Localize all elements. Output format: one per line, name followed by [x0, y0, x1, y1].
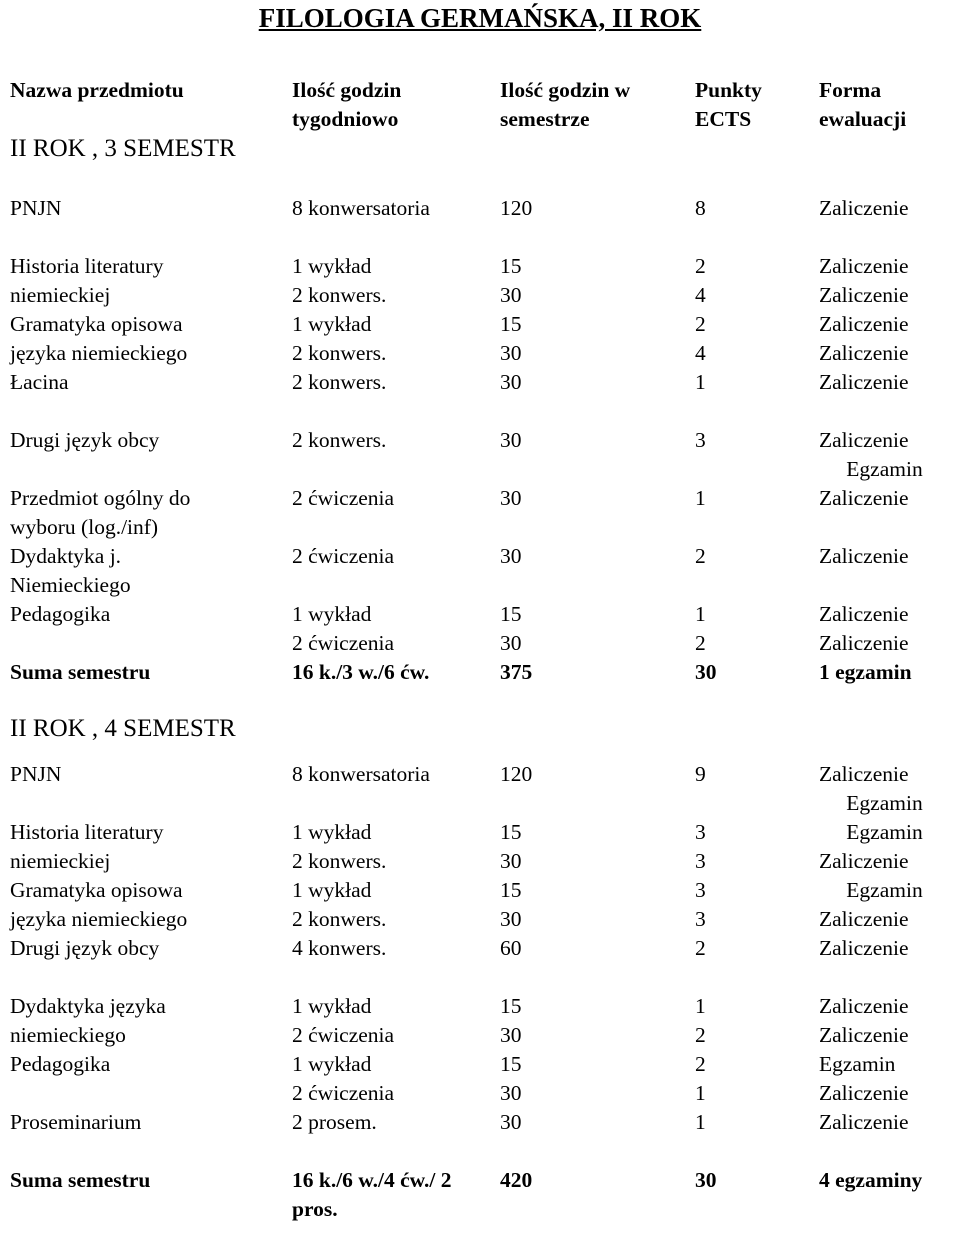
table-row: PNJN 8 konwersatoria 120 9 Zaliczenie Egzamin: [10, 762, 923, 815]
table-row: Łacina 2 konwers. 30 1 Zaliczenie: [10, 370, 909, 394]
table-row: Gramatyka opisowa języka niemieckiego 1 wykład 2 konwers. 15 30 3 3 Egzamin Zaliczenie: [10, 878, 923, 931]
header-hours-week: Ilość godzin tygodniowo: [292, 78, 402, 131]
table-row: Dydaktyka j. Niemieckiego 2 ćwiczenia 30 2 Zaliczenie: [10, 544, 909, 597]
page-title: FILOLOGIA GERMAŃSKA, II ROK: [258, 3, 702, 33]
table-row: Historia literatury niemieckiej 1 wykład 2 konwers. 15 30 3 3 Egzamin Zaliczenie: [10, 820, 923, 873]
header-ects: Punkty ECTS: [695, 78, 762, 131]
study-plan-table: [4, 76, 956, 1224]
table-row: Drugi język obcy 2 konwers. 30 3 Zaliczenie Egzamin: [10, 428, 923, 481]
table-row: Drugi język obcy 4 konwers. 60 2 Zaliczenie: [10, 936, 909, 960]
table-row: Pedagogika 1 wykład 2 ćwiczenia 15 30 1 2 Zaliczenie Zaliczenie: [10, 602, 909, 655]
table-row: Gramatyka opisowa języka niemieckiego 1 wykład 2 konwers. 15 30 2 4 Zaliczenie Zaliczenie: [10, 312, 909, 365]
semester-3-total-row: Suma semestru 16 k./3 w./6 ćw. 375 30 1 egzamin: [10, 660, 912, 684]
table-row: PNJN 8 konwersatoria 120 8 Zaliczenie: [10, 196, 909, 220]
header-hours-semester: Ilość godzin w semestrze: [500, 78, 631, 131]
semester-3-heading: II ROK , 3 SEMESTR: [10, 135, 236, 162]
semester-4-heading: II ROK , 4 SEMESTR: [10, 715, 236, 742]
table-row: Historia literatury niemieckiej 1 wykład 2 konwers. 15 30 2 4 Zaliczenie Zaliczenie: [10, 254, 909, 307]
table-row: Dydaktyka języka niemieckiego 1 wykład 2 ćwiczenia 15 30 1 2 Zaliczenie Zaliczenie: [10, 994, 909, 1047]
semester-4-total-row: Suma semestru 16 k./6 w./4 ćw./ 2 pros. 420 30 4 egzaminy: [10, 1168, 923, 1221]
table-row: Pedagogika 1 wykład 2 ćwiczenia 15 30 2 1 Egzamin Zaliczenie: [10, 1052, 909, 1105]
header-row: [4, 76, 956, 134]
header-subject: Nazwa przedmiotu: [10, 78, 184, 102]
table-row: Proseminarium 2 prosem. 30 1 Zaliczenie: [10, 1110, 909, 1134]
table-row: Przedmiot ogólny do wyboru (log./inf) 2 ćwiczenia 30 1 Zaliczenie: [10, 486, 909, 539]
header-evaluation: Forma ewaluacji: [819, 78, 907, 131]
